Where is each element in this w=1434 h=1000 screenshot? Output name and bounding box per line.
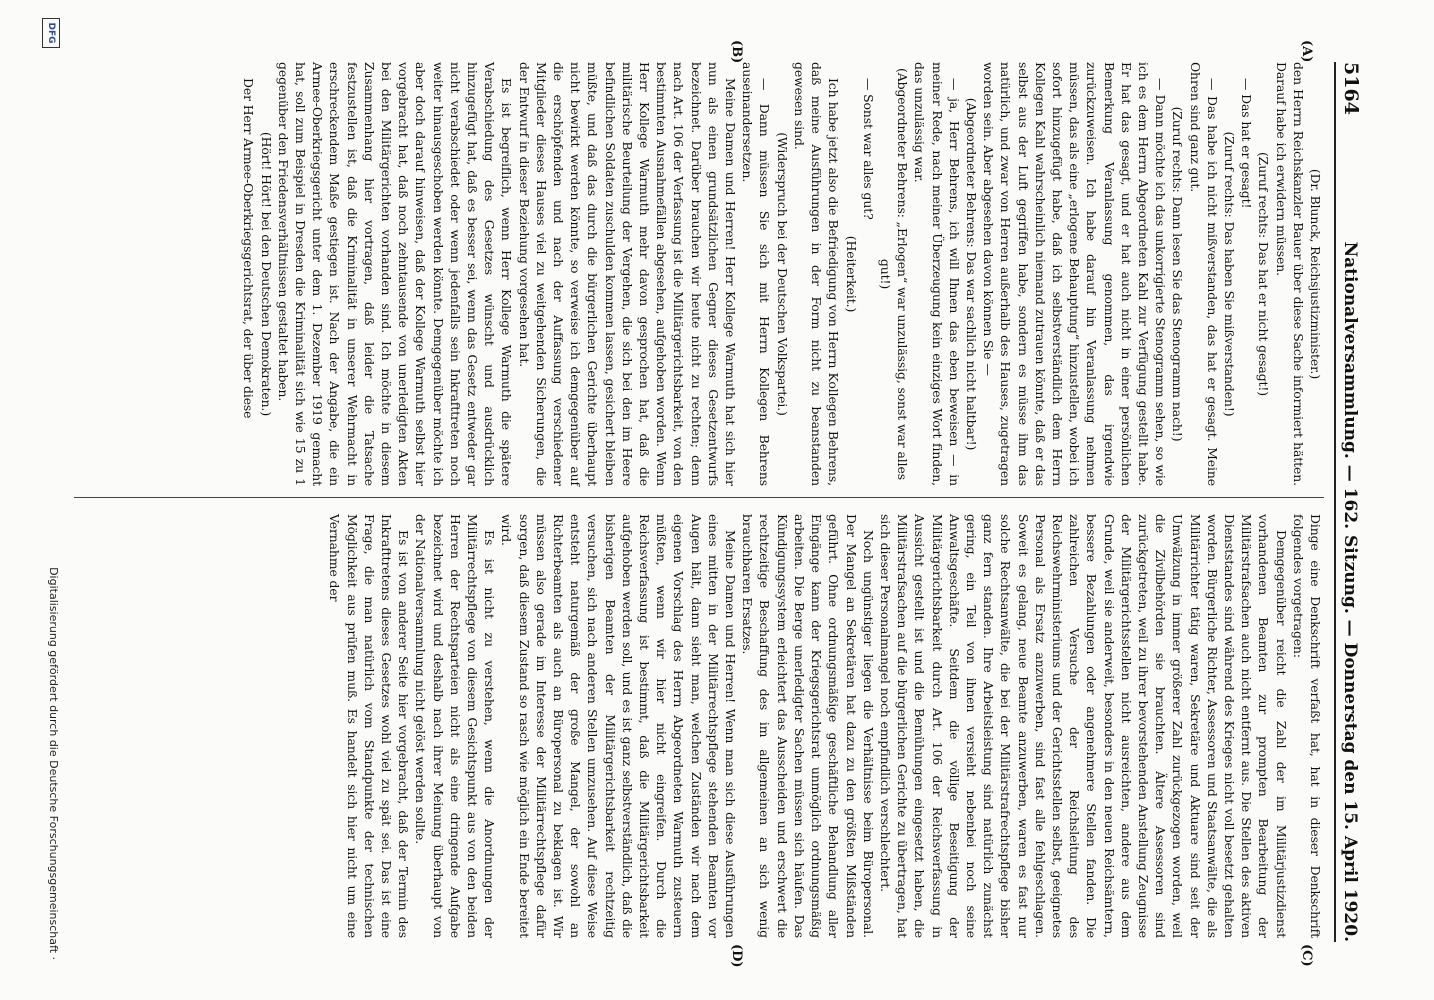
interjection: (Zuruf rechts: Dann lesen Sie das Stenogramm nach!) (1170, 106, 1186, 442)
page-title: Nationalversammlung. — 162. Sitzung. — Donnerstag den 15. April 1920. (1340, 241, 1360, 942)
paragraph: — Das hat er gesagt! (1239, 78, 1255, 209)
page-number: 5164 (1340, 62, 1362, 115)
paragraph: — Das habe ich nicht mißverstanden, das hat er gesagt. Meine Ohren sind ganz gut. (1187, 62, 1220, 486)
paragraph: Dinge eine Denkschrift verfaßt hat, hat in dieser Denkschrift folgendes vorgetragen: (1290, 514, 1323, 938)
margin-letter-a: (A) (1299, 40, 1314, 63)
paragraph: — Sonst war alles gut? (860, 78, 876, 220)
interjection: (Zuruf rechts: Das hat er nicht gesagt!) (1256, 151, 1272, 397)
paragraph: — ja, Herr Behrens, ich will Ihnen das eben beweisen — in meiner Rede, nach meiner Überzeugung kein einziges Wort finden, das unzulässig war. (912, 62, 962, 486)
column-divider (74, 497, 1324, 498)
interjection: (Dr. Blunck, Reichsjustizminister.) (1308, 168, 1323, 380)
margin-letter-b: (B) (729, 40, 744, 64)
paragraph: Es ist nicht zu verstehen, wenn die Anordnungen der Militärrechtspflege von diesem Gesichtspunkt aus von den beiden Herren der Rechtsparteien nicht als eine dringende Aufgabe bezeichnet wird und deshalb nach ihrer Meinung überhaupt von der Nationalversammlung nicht gelöst werden sollte. (413, 514, 498, 938)
interjection: (Abgeordneter Behrens: Das war sachlich nicht haltbar!) (963, 97, 979, 451)
header-rule (1334, 62, 1336, 942)
margin-letter-c: (C) (1299, 944, 1314, 967)
page-header (1340, 62, 1374, 942)
right-column (326, 514, 1324, 938)
left-column (240, 62, 1324, 486)
paragraph: Es ist von anderer Seite hier vorgebracht, daß der Termin des Inkrafttretens dieses Gesetzes wohl viel zu spät sei. Das ist eine Frage, die man natürlich vom Standpunkte der technischen Möglichkeit aus prüfen muß. Es handelt sich hier nicht um eine Vernahme der (327, 514, 412, 938)
margin-letter-d: (D) (729, 944, 744, 968)
paragraph: Meine Damen und Herren! Herr Kollege Warmuth hat sich hier nun als einen grundsätzlichen Gegner dieses Gesetzentwurfs bezeichnet. Darüber brauchen wir heute nicht zu rechten; denn nach Art. 106 der Verfassung ist die Militärgerichtsbarkeit, von den bestimmten Ausnahmefällen abgesehen, aufgehoben worden. Wenn Herr Kollege Warmuth mehr davon gesprochen hat, daß die militärische Beurteilung der Vergehen, die sich bei den im Heere befindlichen Soldaten zuschulden kommen lassen, gesichert bleiben müßte, und daß das durch die bürgerlichen Gerichte überhaupt nicht bewirkt werden könnte, so verweise ich demgegenüber auf die erschöpfenden und nach der Auffassung verschiedener Mitglieder dieses Hauses viel zu weitgehenden Sicherungen, die der Entwurf in dieser Beziehung vorgesehen hat. (516, 62, 739, 486)
interjection: (Zuruf rechts: Das haben Sie mißverstanden!) (1221, 131, 1237, 417)
paragraph: — Dann müssen Sie sich mit Herrn Kollegen Behrens auseinandersetzen. (740, 62, 773, 486)
paragraph: Ich habe jetzt also die Befriedigung von Herrn Kollegen Behrens, daß meine Ausführungen in der Form nicht zu beanstanden gewesen sind. (791, 62, 842, 486)
paragraph: Der Herr Armee-Oberkriegsgerichtsrat, der über diese (241, 78, 257, 419)
paragraph: den Herrn Reichskanzler Bauer über diese Sache informiert hätten. Darauf habe ich erwidern müssen. (1273, 62, 1306, 486)
interjection: (Heiterkeit.) (843, 235, 859, 313)
paragraph: Es ist begreiflich, wenn Herr Kollege Warmuth die spätere Verabschiedung des Gesetzes wünscht und ausdrücklich hinzugefügt hat, daß es besser sei, wenn das Gesetz entweder gar nicht verabschiedet oder wenn jedenfalls sein Inkrafttreten noch weiter hinausgeschoben werden könnte. Demgegenüber möchte ich aber doch darauf hinweisen, daß der Kollege Warmuth selbst hier vorgebracht hat, daß noch zehntausende von unerledigten Akten bei den Militärgerichten vorhanden sind. Ich möchte in diesem Zusammenhang hier vortragen, daß leider die Tatsache festzustellen ist, daß die Kriminalität in unserer Wehrmacht in erschreckendem Maße gestiegen ist. Nach der Angabe, die ein Armee-Oberkriegsgericht unter dem 1. Dezember 1919 gemacht hat, soll zum Beispiel in Dresden die Kriminalität sich wie 15 zu 1 gegenüber den Friedensverhältnissen gestaltet haben. (275, 62, 515, 486)
dfg-logo: DFG (42, 18, 60, 48)
paragraph: Demgegenüber reicht die Zahl der im Militärjustizdienst vorhandenen Beamten zur prompten Bearbeitung der Militärstrafsachen auch nicht entfernt aus. Die Stellen des aktiven Dienststandes sind während des Krieges nicht voll besetzt gehalten worden. Bürgerliche Richter, Assessoren und Staatsanwälte, die als Militärrichter tätig waren, Sekretäre und Aktuare sind seit der Umwälzung in immer größerer Zahl zurückgezogen worden, weil die Zivilbehörden sie brauchten. Ältere Assessoren sind zurückgetreten, weil zu ihrer bevorstehenden Anstellung Zeugnisse der Militärgerichtsstellen nicht ausreichten, andere aus dem Grunde, weil sie anderweit, besonders in den neuen Reichsämtern, bessere Bezahlungen oder angenehmere Stellen fanden. Die zahlreichen Versuche der Reichsleitung des Reichswehrministeriums und der Gerichtsstellen selbst, geeignetes Personal als Ersatz anzuwerben, sind fast alle fehlgeschlagen. Soweit es gelang, neue Beamte anzuwerben, waren es fast nur solche Rechtsanwälte, die bei der Militärstrafrechtspflege bisher ganz fern standen. Ihre Arbeitsleistung sind natürlich zunächst gering, ein Teil von ihnen versieht nebenbei noch seine Anwaltsgeschäfte. Seitdem die völlige Beseitigung der Militärgerichtsbarkeit durch Art. 106 der Reichsverfassung in Aussicht gestellt ist und die Bemühungen eingesetzt haben, die Militärstrafsachen auf die bürgerlichen Gerichte zu übertragen, hat sich dieser Personalmangel noch empfindlich verschlechtert. (877, 514, 1289, 938)
interjection: (Abgeordneter Behrens: „Erlogen“ war unzulässig, sonst war alles gut!) (877, 68, 911, 480)
interjection: (Widerspruch bei der Deutschen Volkspartei.) (774, 132, 790, 416)
interjection: (Hört! Hört! bei den Deutschen Demokraten.) (258, 131, 274, 417)
paragraph: — Dann möchte ich das unkorrigierte Stenogramm sehen, so wie ich es dem Herrn Abgeordneten Kahl zur Verfügung gestellt habe. Er hat das gesagt, und er hat auch nicht in einer persönlichen Bemerkung Veranlassung genommen, das irgendwie zurückzuweisen. Ich habe darauf hin Veranlassung nehmen müssen, das als eine „erlogene Behauptung“ hinzustellen, wobei ich sofort hinzugefügt habe, daß ich selbstverständlich dem Herrn Kollegen Kahl wahrscheinlich niemand zutrauen könnte, daß er das selbst aus der Luft gegriffen habe, sondern es müsse ihm das natürlich, und zwar von Herren außerhalb des Hauses, zugetragen worden sein. Aber abgesehen davon können Sie — (981, 62, 1169, 486)
page-footer (30, 0, 60, 1000)
paragraph: Meine Damen und Herren! Wenn man sich diese Ausführungen eines mitten in der Militärrechtspflege stehenden Beamten vor Augen hält, dann sieht man, welchen Zuständen wir nach dem eigenen Vorschlag des Herrn Abgeordneten Warmuth zusteuern müßten, wenn wir hier nicht eingreifen. Durch die Reichsverfassung ist bestimmt, daß die Militärgerichtsbarkeit aufgehoben werden soll, und es ist ganz selbstverständlich, daß die bisherigen Beamten der Militärgerichtsbarkeit rechtzeitig versuchen, sich nach anderen Stellen umzusehen. Auf diese Weise entsteht naturgemäß der große Mangel, der sowohl an Richterbeamten als auch an Büropersonal zu beklagen ist. Wir müssen also gerade im Interesse der Militärrechtspflege dafür sorgen, daß diesem Zustand so rasch wie möglich ein Ende bereitet wird. (499, 514, 739, 938)
digitization-credit: Digitalisierung gefördert durch die Deutsche Forschungsgemeinschaft · (47, 567, 60, 960)
paragraph: Noch ungünstiger liegen die Verhältnisse beim Büropersonal. Der Mangel an Sekretären hat dazu zu den größten Mißständen geführt. Ohne ordnungsmäßige geschäftliche Behandlung aller Eingänge kann der Kriegsgerichtsrat unmöglich ordnungsmäßig arbeiten. Die Berge unerledigter Sachen müssen sich häufen. Das Kündigungssystem erleichtert das Ausscheiden und erschwert die rechtzeitige Beschaffung des im allgemeinen an sich wenig brauchbaren Ersatzes. (740, 514, 876, 938)
